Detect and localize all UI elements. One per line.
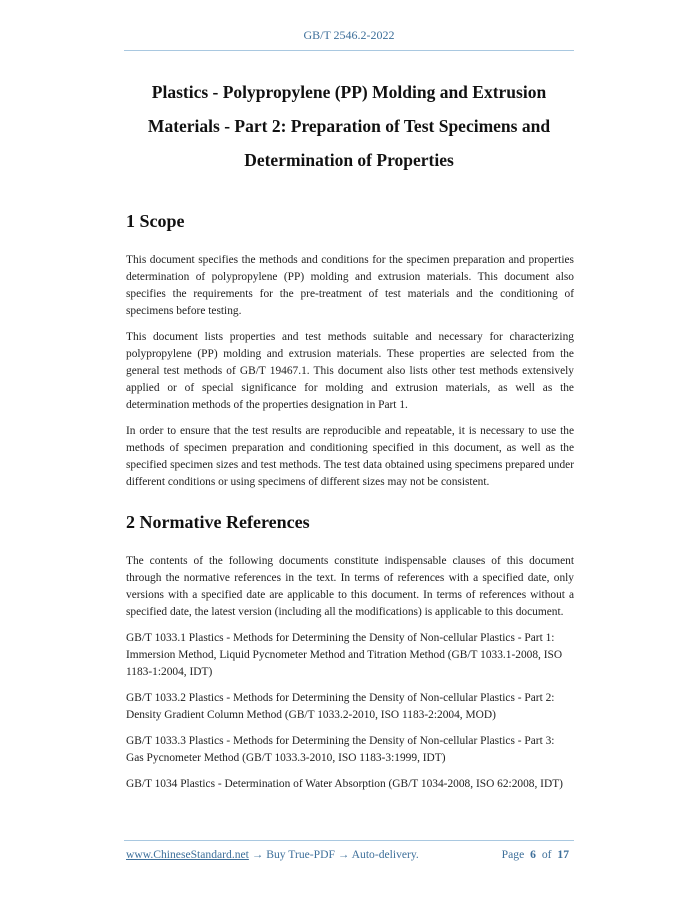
reference-item: GB/T 1033.2 Plastics - Methods for Determining the Density of Non-cellular Plastics - Part 2: Density Gradient Column Method (GB/T 1033.2-2010, ISO 1183-2:2004, MOD) — [126, 692, 555, 721]
paragraph: The contents of the following documents constitute indispensable clauses of this document through the normative references in the text. In terms of references with a specified date, only versions with a specified date are applicable to this document. In terms of references without a specified date, the latest version (including all the modifications) is applicable to this document. — [126, 555, 574, 618]
section-heading-scope: 1 Scope — [126, 211, 185, 231]
page-footer — [126, 848, 572, 861]
promo-text: → Buy True-PDF → Auto-delivery. — [248, 848, 419, 861]
page-of-label: of — [541, 848, 552, 861]
page-number — [502, 848, 572, 861]
document-title — [124, 75, 574, 177]
header-divider — [124, 50, 574, 51]
page-total: 17 — [557, 848, 569, 861]
document-body — [126, 208, 574, 802]
section-scope — [126, 208, 574, 491]
paragraph: This document lists properties and test methods suitable and necessary for characterizing polypropylene (PP) molding and extrusion materials. These properties are selected from the general test methods of GB/T 19467.1. This document also lists other test methods extensively applied or of special significance for molding and extrusion materials, as well as the determination methods of the properties designation in Part 1. — [126, 331, 574, 411]
section-heading-normative-references: 2 Normative References — [126, 512, 310, 532]
reference-item: GB/T 1034 Plastics - Determination of Water Absorption (GB/T 1034-2008, ISO 62:2008, IDT) — [126, 778, 563, 790]
website-link[interactable]: www.ChineseStandard.net — [126, 848, 249, 861]
paragraph: This document specifies the methods and conditions for the specimen preparation and properties determination of polypropylene (PP) molding and extrusion materials. This document also specifies the requirements for the pre-treatment of test materials and the conditioning of specimens before testing. — [126, 254, 574, 317]
title-line-1: Plastics - Polypropylene (PP) Molding and Extrusion — [151, 82, 547, 102]
footer-divider — [124, 840, 574, 841]
title-line-2: Materials - Part 2: Preparation of Test Specimens and — [147, 116, 551, 136]
reference-item: GB/T 1033.3 Plastics - Methods for Determining the Density of Non-cellular Plastics - Part 3: Gas Pycnometer Method (GB/T 1033.3-2010, ISO 1183-3:1999, IDT) — [126, 735, 555, 764]
reference-item: GB/T 1033.1 Plastics - Methods for Determining the Density of Non-cellular Plastics - Part 1: Immersion Method, Liquid Pycnometer Method and Titration Method (GB/T 1033.1-2008, ISO 1183-1:2004, IDT) — [126, 632, 563, 678]
page-label: Page — [501, 848, 525, 861]
title-line-3: Determination of Properties — [244, 150, 454, 170]
page-current: 6 — [530, 848, 536, 861]
paragraph: In order to ensure that the test results are reproducible and repeatable, it is necessary to use the methods of specimen preparation and conditioning specified in this document, as well as the specified specimen sizes and test methods. The test data obtained using specimens prepared under different conditions or using specimens of different sizes may not be consistent. — [126, 425, 574, 488]
page-header-doc-code: GB/T 2546.2-2022 — [303, 28, 395, 42]
footer-promo — [126, 848, 419, 861]
section-normative-references — [126, 509, 574, 793]
